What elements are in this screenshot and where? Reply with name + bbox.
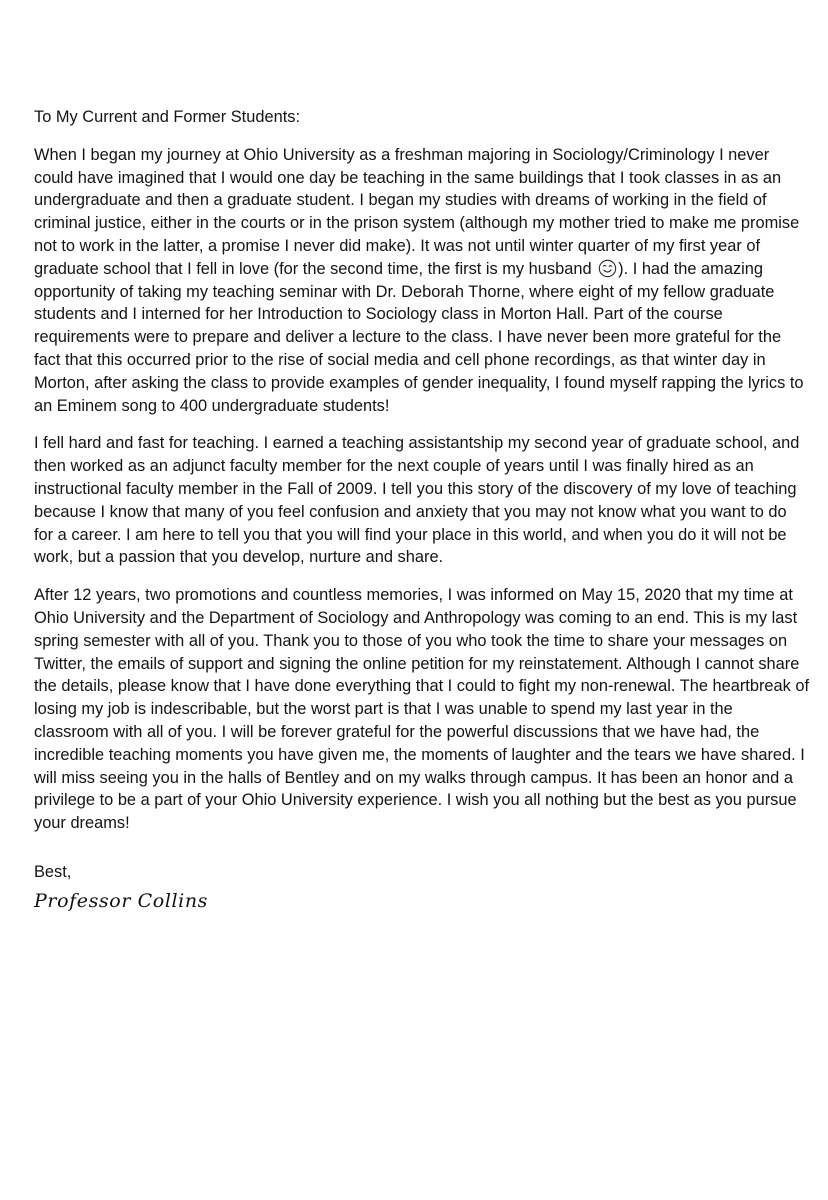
paragraph-1-text-start: When I began my journey at Ohio University as a freshman majoring in Sociology/Criminology I never could have imagined that I would one day be teaching in the same buildings that I took classes in as an undergraduate and then a graduate student. I began my studies with dreams of working in the field of criminal justice, either in the courts or in the prison system (although my mother tried to make me promise not to work in the latter, a promise I never did make). It was not until winter quarter of my first year of graduate school that I fell in love (for the second time, the first is my husband bbox=[34, 145, 800, 278]
signature: Professor Collins bbox=[34, 889, 209, 912]
salutation: To My Current and Former Students: bbox=[34, 108, 300, 126]
paragraph-1-text-end: ). I had the amazing opportunity of taking my teaching seminar with Dr. Deborah Thorne, where eight of my fellow graduate students and I interned for her Introduction to Sociology class in Morton Hall. Part of the course requirements were to prepare and deliver a lecture to the class. I have never been more grateful for the fact that this occurred prior to the rise of social media and cell phone recordings, as that winter day in Morton, after asking the class to provide examples of gender inequality, I found myself rapping the lyrics to an Eminem song to 400 undergraduate students! bbox=[34, 259, 804, 415]
closing: Best, bbox=[34, 862, 72, 881]
paragraph-1 bbox=[34, 144, 810, 418]
paragraph-3: After 12 years, two promotions and countless memories, I was informed on May 15, 2020 that my time at Ohio University and the Department of Sociology and Anthropology was coming to an end. This is my last spring semester with all of you. Thank you to those of you who took the time to share your messages on Twitter, the emails of support and signing the online petition for my reinstatement. Although I cannot share the details, please know that I have done everything that I could to fight my non-renewal. The heartbreak of losing my job is indescribable, but the worst part is that I was unable to spend my last year in the classroom with all of you. I will be forever grateful for the powerful discussions that we have had, the incredible teaching moments you have given me, the moments of laughter and the tears we have shared. I will miss seeing you in the halls of Bentley and on my walks through campus. It has been an honor and a privilege to be a part of your Ohio University experience. I wish you all nothing but the best as you pursue your dreams! bbox=[34, 586, 810, 833]
paragraph-2: I fell hard and fast for teaching. I earned a teaching assistantship my second year of graduate school, and then worked as an adjunct faculty member for the next couple of years until I was finally hired as an instructional faculty member in the Fall of 2009. I tell you this story of the discovery of my love of teaching because I know that many of you feel confusion and anxiety that you may not know what you want to do for a career. I am here to tell you that you will find your place in this world, and when you do it will not be work, but a passion that you develop, nurture and share. bbox=[34, 434, 800, 567]
winking-face-icon bbox=[598, 259, 617, 278]
